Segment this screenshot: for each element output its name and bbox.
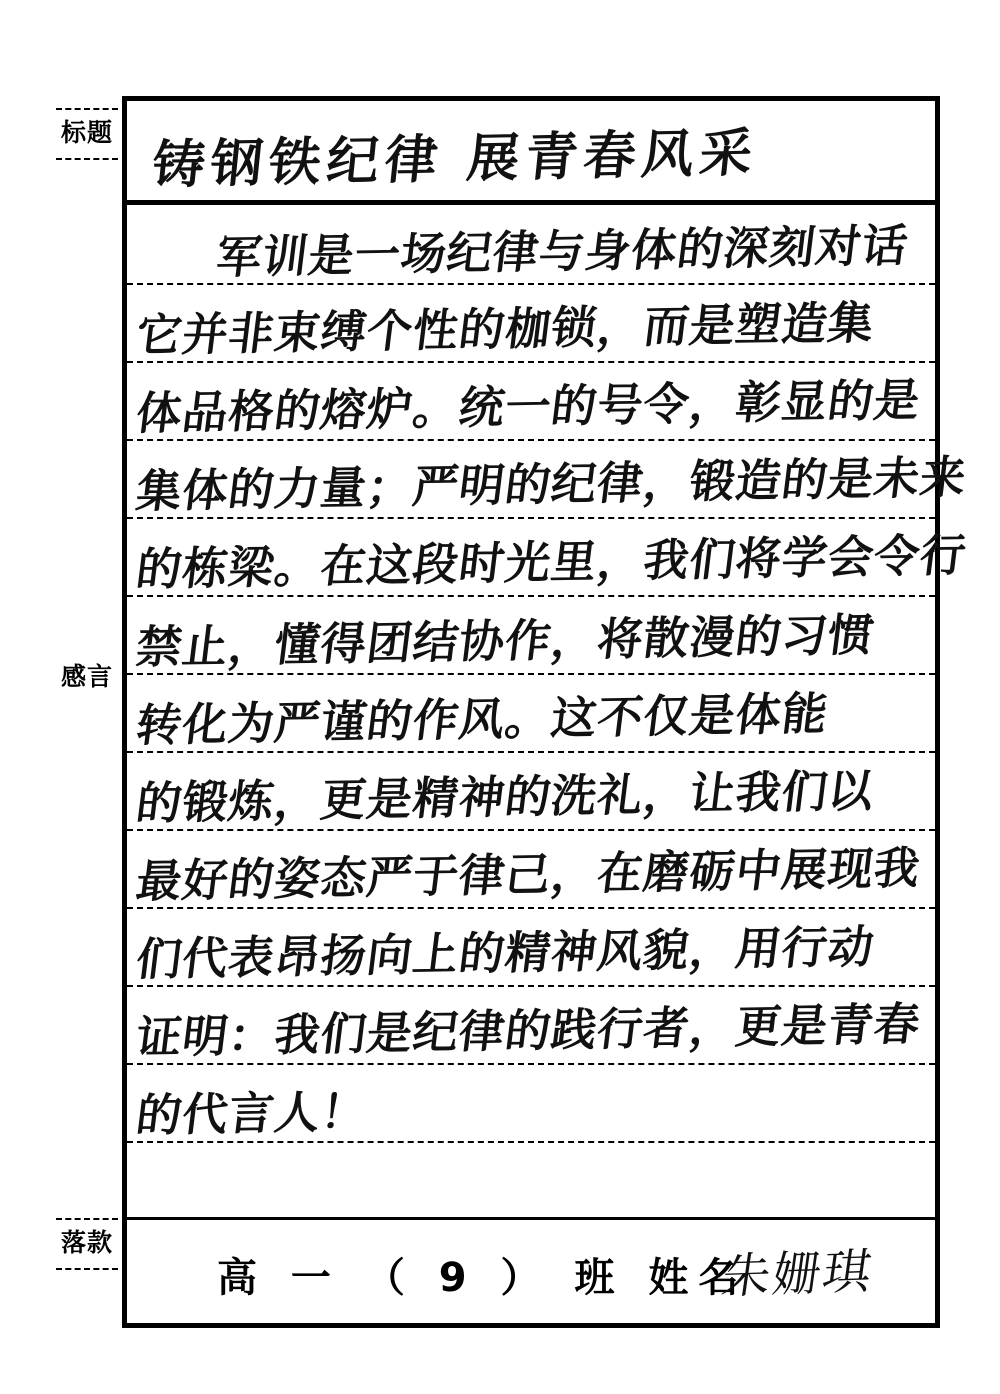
class-line: 高 一 （ 9 ） 班 姓名 <box>217 1255 749 1301</box>
body-line: 的代言人！ <box>133 1084 371 1142</box>
title-row-double-rule <box>127 196 935 202</box>
body-line: 转化为严谨的作风。这不仅是体能 <box>133 686 832 752</box>
signature-row <box>127 1217 935 1323</box>
body-label-text: 感言 <box>60 662 113 691</box>
body-line: 证明：我们是纪律的践行者，更是青春 <box>133 997 924 1064</box>
student-name: 朱姗琪 <box>718 1243 878 1305</box>
body-line: 体品格的熔炉。统一的号令，彰显的是 <box>133 373 924 440</box>
writing-sheet <box>122 96 970 1328</box>
title-label-text: 标题 <box>60 118 113 147</box>
handwritten-title: 铸钢铁纪律 展青春风采 <box>149 123 762 196</box>
body-region <box>127 205 970 1219</box>
body-line: 们代表昂扬向上的精神风貌，用行动 <box>133 920 878 986</box>
title-row <box>127 101 935 205</box>
body-line: 的锻炼，更是精神的洗礼，让我们以 <box>133 764 878 830</box>
signature-label-text: 落款 <box>60 1228 113 1257</box>
body-label <box>56 662 118 692</box>
body-line: 集体的力量；严明的纪律，锻造的是未来 <box>133 450 970 518</box>
body-line: 它并非束缚个性的枷锁，而是塑造集 <box>133 296 878 362</box>
title-label <box>56 108 118 160</box>
body-line: 军训是一场纪律与身体的深刻对话 <box>213 218 912 284</box>
signature-label <box>56 1218 118 1270</box>
body-line: 的栋梁。在这段时光里，我们将学会令行 <box>133 528 970 596</box>
label-column <box>56 96 118 1328</box>
body-line: 最好的姿态严于律己，在磨砺中展现我 <box>133 841 924 908</box>
body-line: 禁止，懂得团结协作，将散漫的习惯 <box>133 608 878 674</box>
